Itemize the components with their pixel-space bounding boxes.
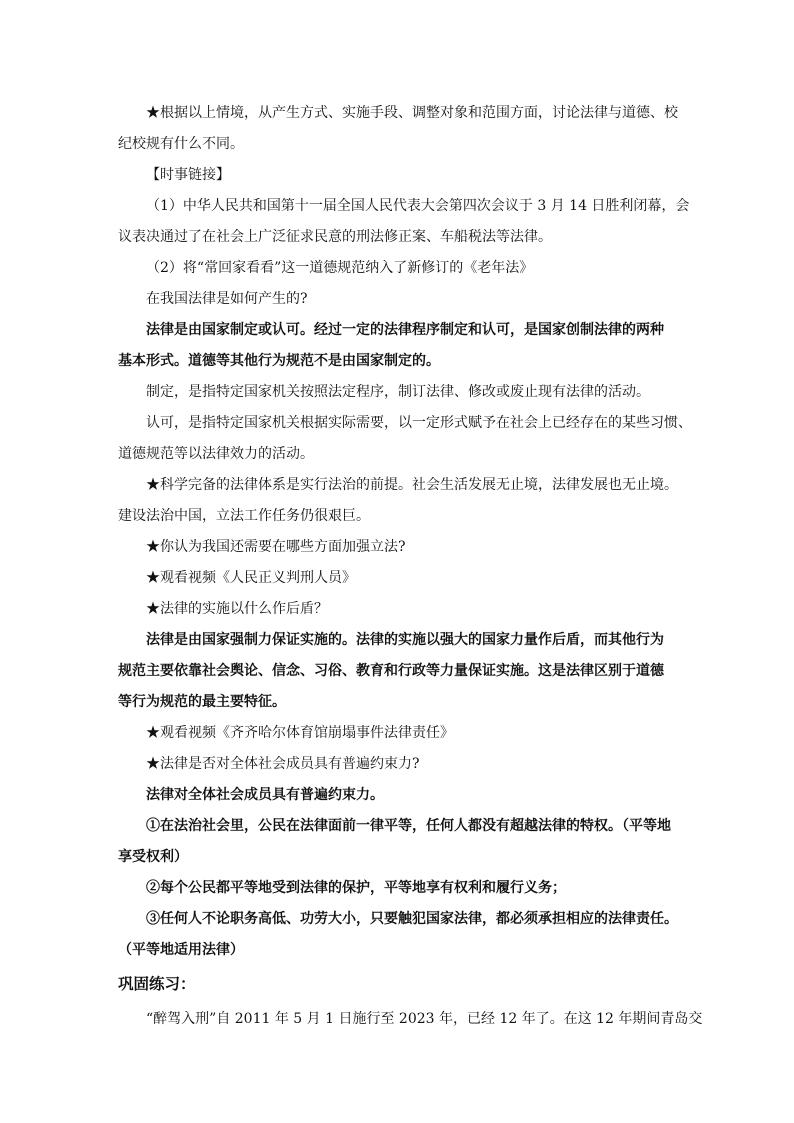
answer-line: 法律是由国家制定或认可。经过一定的法律程序制定和认可，是国家创制法律的两种 (146, 322, 664, 338)
paragraph-line: （2）将“常回家看看”这一道德规范纳入了新修订的《老年法》 (146, 260, 534, 276)
answer-line: 法律是由国家强制力保证实施的。法律的实施以强大的国家力量作后盾，而其他行为 (146, 632, 664, 648)
answer-line: 基本形式。道德等其他行为规范不是由国家制定的。 (118, 353, 440, 369)
answer-line: ③任何人不论职务高低、功劳大小，只要触犯国家法律，都必须承担相应的法律责任。 (146, 911, 678, 927)
answer-line: （平等地适用法律） (118, 942, 244, 958)
paragraph-line: 道德规范等以法律效力的活动。 (118, 446, 314, 462)
question-line: ★法律是否对全体社会成员具有普遍约束力? (146, 756, 420, 772)
question-line: 在我国法律是如何产生的? (146, 291, 308, 307)
paragraph-line: 建设法治中国，立法工作任务仍很艰巨。 (118, 508, 370, 524)
paragraph-line: 纪校规有什么不同。 (118, 136, 244, 152)
answer-line: 法律对全体社会成员具有普遍约束力。 (146, 787, 384, 803)
question-line: ★你认为我国还需要在哪些方面加强立法? (146, 539, 406, 555)
paragraph-line: ★科学完备的法律体系是实行法治的前提。社会生活发展无止境，法律发展也无止境。 (146, 477, 678, 493)
paragraph-line: 制定，是指特定国家机关按照法定程序，制订法律、修改或废止现有法律的活动。 (146, 384, 650, 400)
question-line: ★法律的实施以什么作后盾？ (146, 601, 328, 617)
answer-line: 享受权利） (118, 849, 188, 865)
paragraph-line: ★根据以上情境，从产生方式、实施手段、调整对象和范围方面，讨论法律与道德、校 (146, 105, 678, 121)
answer-line: ①在法治社会里，公民在法律面前一律平等，任何人都没有超越法律的特权。（平等地 (146, 818, 671, 834)
answer-line: ②每个公民都平等地受到法律的保护，平等地享有权利和履行义务； (146, 880, 566, 896)
paragraph-line: 认可，是指特定国家机关根据实际需要，以一定形式赋予在社会上已经存在的某些习惯、 (146, 415, 692, 431)
answer-line: 规范主要依靠社会舆论、信念、习俗、教育和行政等力量保证实施。这是法律区别于道德 (118, 663, 664, 679)
paragraph-line: ★观看视频《齐齐哈尔体育馆崩塌事件法律责任》 (146, 725, 454, 741)
paragraph-line: “醉驾入刑”自 2011 年 5 月 1 日施行至 2023 年，已经 12 年了。在这 12 年期间青岛交 (146, 1011, 703, 1027)
answer-line: 等行为规范的最主要特征。 (118, 694, 286, 710)
paragraph-line: （1）中华人民共和国第十一届全国人民代表大会第四次会议于 3 月 14 日胜利闭幕，会 (146, 198, 690, 214)
paragraph-line: ★观看视频《人民正义判刑人员》 (146, 570, 356, 586)
section-heading: 巩固练习： (118, 974, 196, 993)
section-label: 【时事链接】 (146, 167, 230, 183)
paragraph-line: 议表决通过了在社会上广泛征求民意的刑法修正案、车船税法等法律。 (118, 229, 552, 245)
